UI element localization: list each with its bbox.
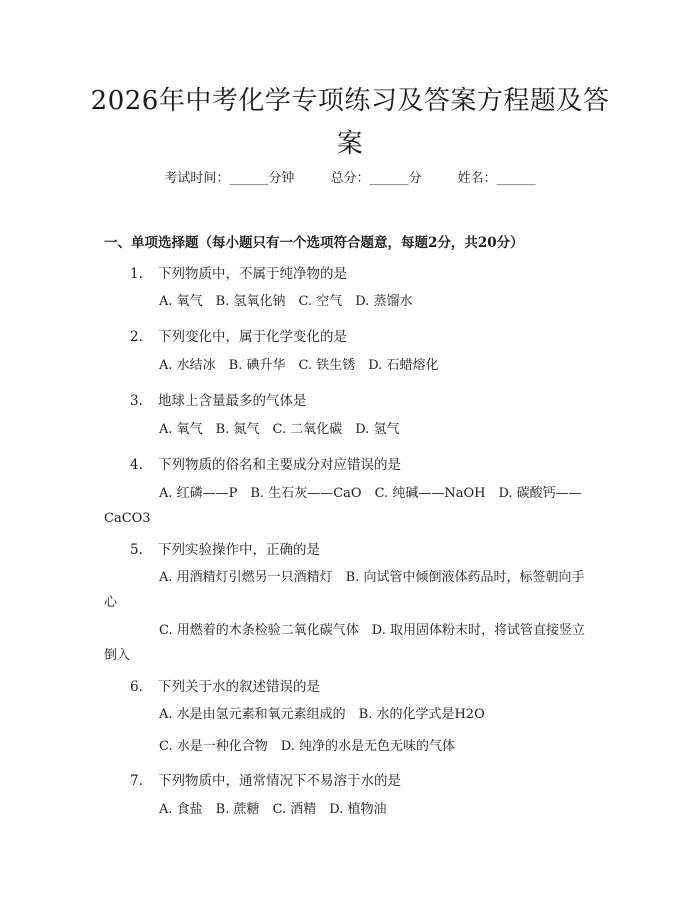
question-6 (130, 675, 320, 695)
question-text: 下列变化中，属于化学变化的是 (158, 329, 347, 345)
question-5-options-cd: C. 用燃着的木条检验二氧化碳气体 D. 取用固体粉末时，将试管直接竖立倒入 (104, 623, 585, 663)
exam-time: 考试时间：______分钟 (164, 171, 295, 186)
question-6-options-ab: A. 水是由氢元素和氧元素组成的 B. 水的化学式是H2O (159, 707, 485, 722)
question-7 (130, 769, 401, 789)
question-number: 1. (130, 266, 143, 282)
question-4 (130, 453, 401, 473)
question-4-options: A. 红磷——P B. 生石灰——CaO C. 纯碱——NaOH D. 碳酸钙——CaCO3 (104, 486, 582, 526)
question-6-options-cd: C. 水是一种化合物 D. 纯净的水是无色无味的气体 (159, 739, 455, 754)
total-score: 总分：______分 (330, 171, 422, 186)
question-text: 下列实验操作中，正确的是 (158, 542, 320, 558)
question-text: 下列物质的俗名和主要成分对应错误的是 (158, 457, 401, 473)
question-3-options: A. 氧气 B. 氮气 C. 二氧化碳 D. 氢气 (159, 422, 400, 437)
question-number: 3. (130, 393, 143, 409)
document-title: 2026年中考化学专项练习及答案方程题及答案 (90, 86, 610, 159)
question-5 (130, 538, 320, 558)
question-2-options: A. 水结冰 B. 碘升华 C. 铁生锈 D. 石蜡熔化 (159, 358, 439, 373)
question-text: 下列关于水的叙述错误的是 (158, 679, 320, 695)
question-text: 下列物质中，不属于纯净物的是 (158, 266, 347, 282)
question-number: 2. (130, 329, 143, 345)
student-name: 姓名：______ (457, 171, 536, 186)
question-7-options: A. 食盐 B. 蔗糖 C. 酒精 D. 植物油 (159, 802, 387, 817)
exam-info (0, 170, 700, 188)
question-number: 5. (130, 542, 143, 558)
question-text: 地球上含量最多的气体是 (158, 393, 307, 409)
question-text: 下列物质中，通常情况下不易溶于水的是 (158, 773, 401, 789)
question-1 (130, 262, 347, 282)
question-1-options: A. 氧气 B. 氢氧化钠 C. 空气 D. 蒸馏水 (159, 294, 413, 309)
section-heading: 一、单项选择题（每小题只有一个选项符合题意，每题2分，共20分） (104, 235, 524, 251)
question-number: 7. (130, 773, 143, 789)
question-2 (130, 325, 347, 345)
question-3 (130, 389, 307, 409)
question-number: 6. (130, 679, 143, 695)
question-5-options-ab: A. 用酒精灯引燃另一只酒精灯 B. 向试管中倾倒液体药品时，标签朝向手心 (104, 570, 585, 610)
question-number: 4. (130, 457, 143, 473)
